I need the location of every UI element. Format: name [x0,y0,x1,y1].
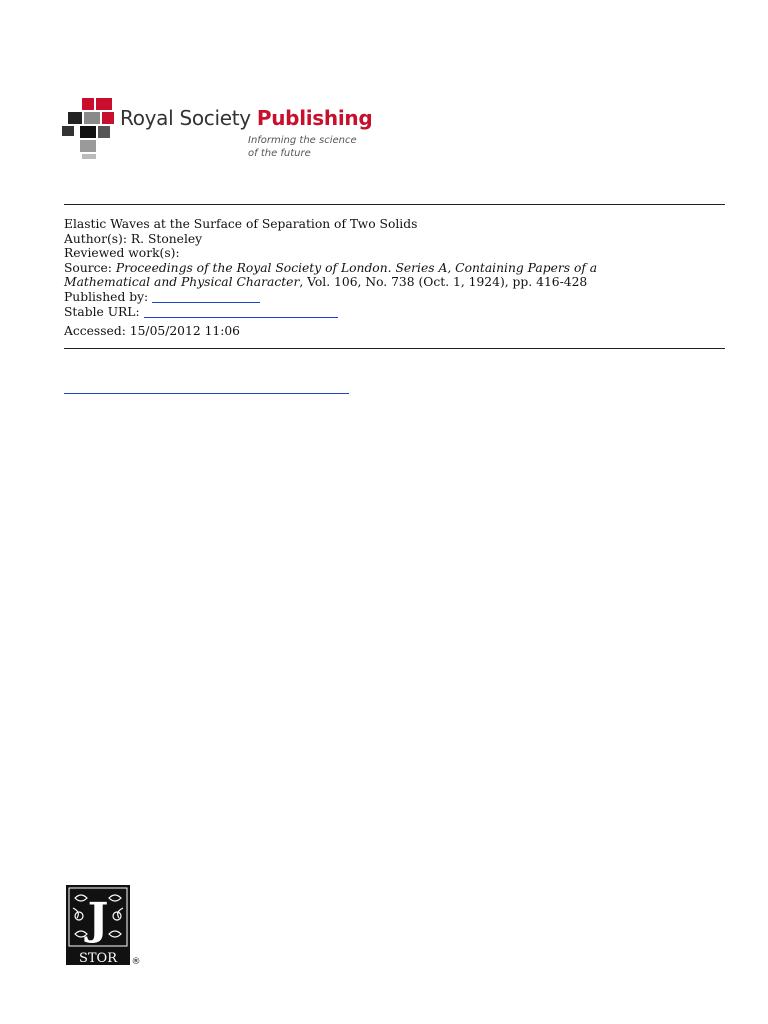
jstor-logo-icon [65,884,149,966]
accessed-line [64,324,744,339]
jstor-logo-wordmark: STOR [78,951,118,966]
stable-url-label: Stable URL: [64,304,140,319]
stable-url-link[interactable] [144,316,338,318]
jstor-logo-letter: J [87,894,109,945]
logo-tagline-line1: Informing the science [248,135,357,146]
source-journal-line1: Proceedings of the Royal Society of London. Series A, Containing Papers of a [115,260,598,275]
stable-url-line [64,305,744,320]
reviewed-works-label: Reviewed work(s): [64,246,180,261]
source-details: , Vol. 106, No. 738 (Oct. 1, 1924), pp. 416-428 [299,275,588,290]
royal-society-cubes-icon [62,96,118,160]
bottom-divider [64,348,725,349]
publisher-link[interactable] [152,301,260,303]
source-label: Source: [64,260,112,275]
author-value: R. Stoneley [130,231,203,246]
top-divider [64,204,725,205]
logo-wordmark [120,106,372,130]
author-line [64,232,744,247]
logo-name-publishing: Publishing [256,106,373,130]
royal-society-logo [62,96,373,166]
jstor-registered-mark: ® [131,957,141,966]
accessed-label: Accessed: [64,324,126,339]
published-by-label: Published by: [64,289,149,304]
source-journal-line2: Mathematical and Physical Character [64,275,300,290]
published-by-line [64,290,744,305]
source-line [64,261,744,276]
author-label: Author(s): [64,231,127,246]
logo-tagline-line2: of the future [248,148,311,159]
source-line-2 [64,275,744,290]
logo-name-royal-society: Royal Society [120,106,251,130]
accessed-value: 15/05/2012 11:06 [129,324,241,339]
terms-link[interactable] [64,393,349,395]
logo-tagline [248,134,368,160]
article-title: Elastic Waves at the Surface of Separation of Two Solids [64,217,418,231]
citation-block [64,217,744,339]
